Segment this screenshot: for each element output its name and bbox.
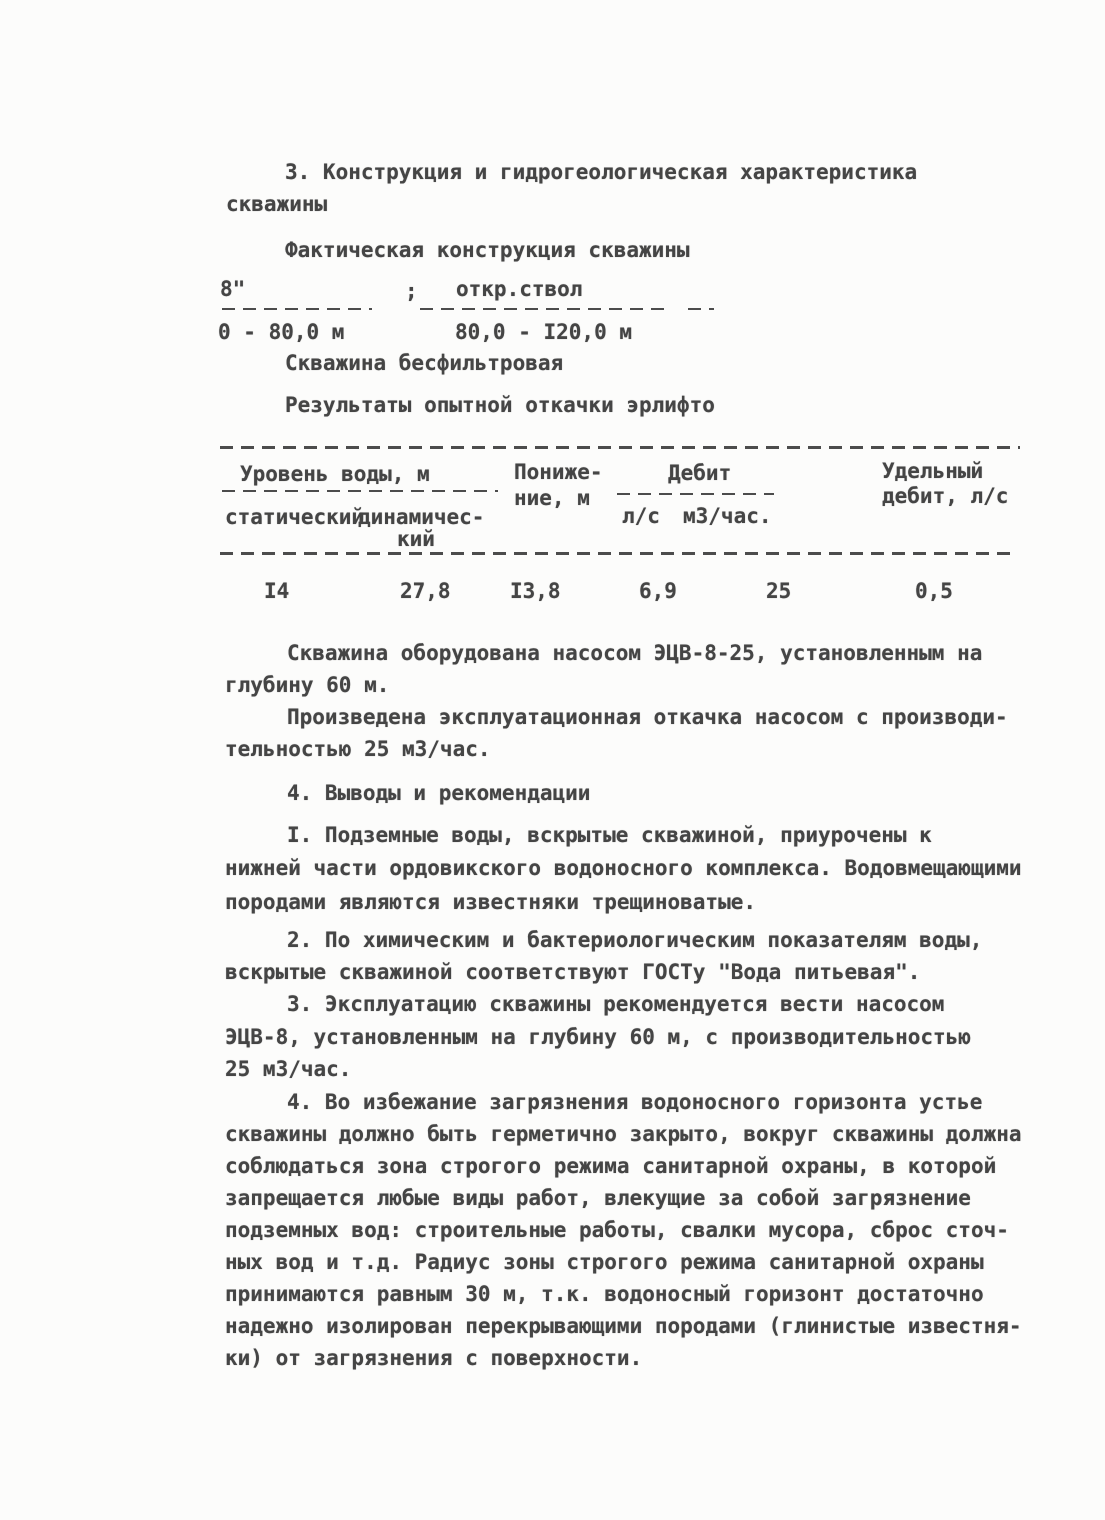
conclusion4-line8: надежно изолирован перекрывающими породами (глинистые известня- [225,1314,1022,1338]
conclusion1-line3: породами являются известняки трещиноватые. [225,890,757,914]
fraction-rule-right [420,308,672,310]
subcol-discharge-ls: л/с [622,504,660,528]
pump-installed-line2: глубину 60 м. [225,673,390,697]
subcol-static: статический [225,505,365,529]
col-specific-line2: дебит, л/с [882,484,1009,508]
casing-interval: 0 - 80,0 м [218,320,345,344]
cell-static-level: I4 [264,579,290,603]
subcol-dynamic-line1: динамичес- [358,505,485,529]
open-hole-label: откр.ствол [456,277,583,301]
fraction-rule-right-tail [688,308,714,310]
discharge-subrule [617,493,774,495]
conclusion3-line3: 25 м3/час. [225,1057,352,1081]
cell-discharge-m3h: 25 [766,579,792,603]
conclusion1-line1: I. Подземные воды, вскрытые скважиной, приурочены к [287,823,932,847]
conclusion3-line1: 3. Эксплуатацию скважины рекомендуется вести насосом [287,992,945,1016]
cell-specific-discharge: 0,5 [915,579,953,603]
open-hole-interval: 80,0 - I20,0 м [455,320,633,344]
section3-heading-line2: скважины [226,192,328,216]
conclusion4-line9: ки) от загрязнения с поверхности. [225,1346,643,1370]
pump-test-caption: Результаты опытной откачки эрлифто [285,393,715,417]
conclusion4-line4: запрещается любые виды работ, влекущие за собой загрязнение [225,1186,971,1210]
col-drawdown-line2: ние, м [514,486,590,510]
section3-heading-line1: 3. Конструкция и гидрогеологическая характеристика [285,160,918,184]
filterless-note: Скважина бесфильтровая [285,351,564,375]
subcol-discharge-m3h: м3/час. [683,504,772,528]
production-pumping-line1: Произведена эксплуатационная откачка насосом с производи- [287,705,1008,729]
section3-subheading: Фактическая конструкция скважины [285,238,690,262]
conclusion4-line2: скважины должно быть герметично закрыто, вокруг скважины должна [225,1122,1022,1146]
table-header-bottom-rule [220,552,1017,555]
conclusion4-line3: соблюдаться зона строгого режима санитарной охраны, в которой [225,1154,997,1178]
conclusion2-line1: 2. По химическим и бактериологическим показателям воды, [287,928,983,952]
table-top-rule [220,446,1020,449]
pump-installed-line1: Скважина оборудована насосом ЭЦВ-8-25, установленным на [287,641,983,665]
conclusion4-line7: принимаются равным 30 м, т.к. водоносный горизонт достаточно [225,1282,984,1306]
conclusion4-line1: 4. Во избежание загрязнения водоносного горизонта устье [287,1090,983,1114]
col-specific-line1: Удельный [882,459,984,483]
cell-dynamic-level: 27,8 [400,579,451,603]
cell-discharge-ls: 6,9 [639,579,677,603]
conclusion4-line5: подземных вод: строительные работы, свалки мусора, сброс сточ- [225,1218,1009,1242]
subcol-dynamic-line2: кий [397,527,435,551]
production-pumping-line2: тельностью 25 м3/час. [225,737,491,761]
conclusion3-line2: ЭЦВ-8, установленным на глубину 60 м, с производительностью [225,1025,971,1049]
col-discharge: Дебит [668,461,732,485]
conclusion1-line2: нижней части ордовикского водоносного комплекса. Водовмещающими [225,856,1022,880]
conclusion4-line6: ных вод и т.д. Радиус зоны строгого режима санитарной охраны [225,1250,984,1274]
casing-diameter: 8" [220,277,246,301]
water-level-subrule [222,490,498,492]
col-drawdown-line1: Пониже- [514,460,603,484]
fraction-rule-left [222,308,372,310]
cell-drawdown: I3,8 [510,579,561,603]
col-water-level: Уровень воды, м [240,462,430,486]
section4-heading: 4. Выводы и рекомендации [287,781,591,805]
conclusion2-line2: вскрытые скважиной соответствуют ГОСТу "Вода питьевая". [225,960,921,984]
construction-separator: ; [405,279,418,303]
